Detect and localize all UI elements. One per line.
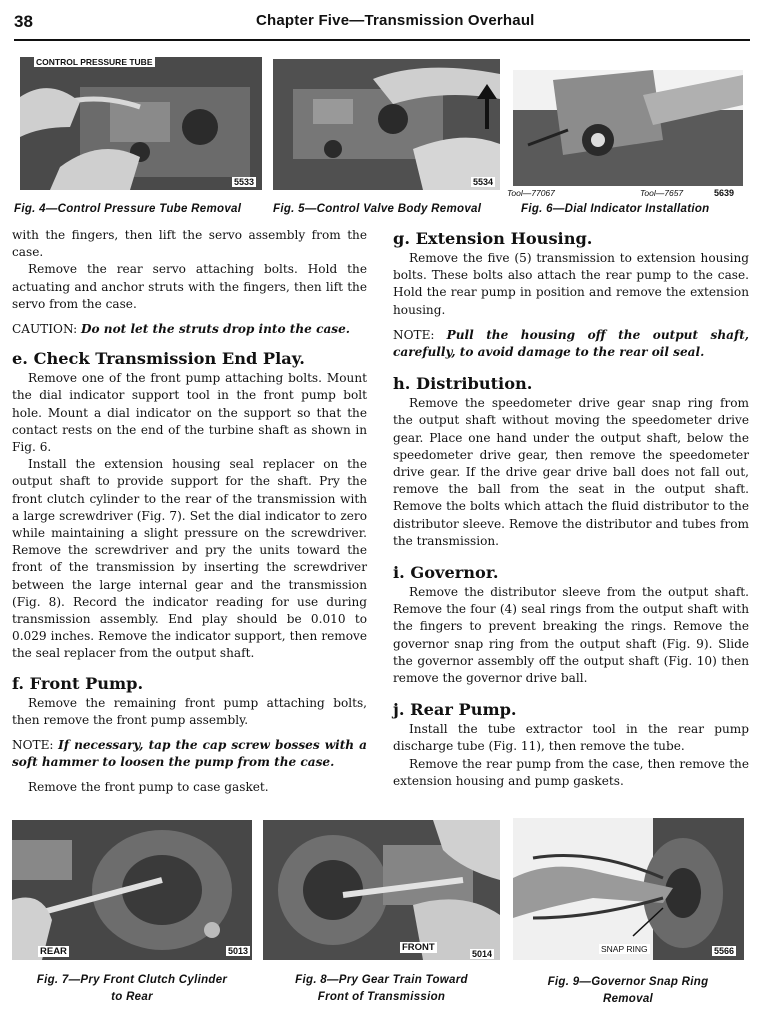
section-e-title: e. Check Transmission End Play.	[12, 349, 305, 369]
fig9-label: SNAP RING	[601, 944, 648, 954]
fig8-label: FRONT	[402, 942, 435, 953]
section-e-paragraph-1: Remove one of the front pump attaching bolts. Mount the dial indicator support tool in the front pump bolt hole. Mount a dial indicator on the support so that the contact rests on the end of the turbine shaft as shown in Fig. 6.	[12, 371, 367, 455]
section-j-title: j. Rear Pump.	[393, 700, 517, 720]
fig4-photo	[20, 57, 262, 190]
section-g-paragraph-1: Remove the five (5) transmission to extension housing bolts. These bolts also attach the rear pump to the case. Hold the rear pump in position and remove the extension housing.	[393, 251, 749, 317]
fig8-caption-line1: Fig. 8—Pry Gear Train Toward	[295, 974, 468, 986]
fig4-callout-label: CONTROL PRESSURE TUBE	[36, 57, 153, 67]
fig9-caption-line2: Removal	[602, 993, 654, 1005]
rear-servo-paragraph: Remove the rear servo attaching bolts. Hold the actuating and anchor struts with the fingers, then lift the servo from the case.	[12, 262, 367, 311]
section-f-paragraph-2: Remove the front pump to case gasket.	[28, 780, 269, 795]
caution-text: Do not let the struts drop into the case.	[81, 322, 350, 337]
fig9-caption	[508, 974, 748, 1008]
left-column	[12, 227, 367, 797]
section-f-title: f. Front Pump.	[12, 673, 144, 693]
fig7-label: REAR	[40, 946, 67, 957]
section-f-paragraph-1: Remove the remaining front pump attaching bolts, then remove the front pump assembly.	[12, 695, 367, 727]
fig7-photo	[12, 820, 252, 960]
section-h-paragraph-1: Remove the speedometer drive gear snap ring from the output shaft without moving the speedometer drive gear. Place one hand under the output shaft, below the speedometer drive gear, then remove the speedometer drive gear. If the drive gear drive ball does not fall out, remove the ball from the seat in the output shaft. Remove the bolts which attach the fluid distributor to the distributor sleeve. Remove the distributor and tubes from the transmission.	[393, 396, 749, 548]
fig4-photo-number: 5533	[234, 177, 255, 187]
fig8-caption-line2: Front of Transmission	[317, 991, 446, 1003]
section-i-paragraph-1: Remove the distributor sleeve from the output shaft. Remove the four (4) seal rings from the output shaft with the fingers to prevent breaking the rings. Remove the governor snap ring from the output shaft (Fig. 9). Slide the governor assembly off the output shaft (Fig. 10) then remove the governor drive ball.	[393, 585, 749, 686]
fig8-photo-number: 5014	[472, 949, 493, 959]
fig8-caption	[263, 972, 500, 1006]
fig7-caption-line1: Fig. 7—Pry Front Clutch Cylinder	[36, 974, 228, 986]
note-label: NOTE:	[12, 738, 54, 753]
caution-label: CAUTION:	[12, 322, 78, 337]
header-rule	[14, 39, 750, 41]
fig6-tool-b: Tool—7657	[640, 188, 684, 198]
fig9-photo	[513, 818, 744, 960]
page-number: 38	[14, 12, 33, 31]
note-pump	[12, 737, 367, 771]
fig7-caption	[12, 972, 252, 1006]
fig7-caption-line2: to Rear	[111, 991, 153, 1003]
right-column	[393, 228, 749, 790]
fig7-photo-number: 5013	[228, 946, 249, 956]
fig6-photo-number: 5639	[714, 188, 735, 198]
servo-continued-paragraph: with the fingers, then lift the servo assembly from the case.	[12, 228, 367, 260]
fig6-caption: Fig. 6—Dial Indicator Installation	[521, 203, 710, 215]
section-j-paragraph-2: Remove the rear pump from the case, then remove the extension housing and pump gaskets.	[393, 756, 749, 788]
section-h-title: h. Distribution.	[393, 374, 533, 394]
section-e-paragraph-2: Install the extension housing seal replacer on the output shaft to provide support for the shaft. Pry the front clutch cylinder to the rear of the transmission with a large screwdriver (Fig. 7). Set the dial indicator to zero while maintaining a slight pressure on the screwdriver. Remove the screwdriver and pry the units toward the front of the transmission by inserting the screwdriver between the large internal gear and the transmission (Fig. 8). Record the indicator reading for use during transmission assembly. End play should be 0.010 to 0.029 inches. Remove the indicator support, then remove the seal replacer from the output shaft.	[12, 457, 367, 661]
note-text: If necessary, tap the cap screw bosses with a soft hammer to loosen the pump from the case.	[12, 738, 367, 770]
fig5-caption: Fig. 5—Control Valve Body Removal	[273, 203, 482, 215]
fig6-photo	[513, 70, 743, 186]
note-housing	[393, 327, 749, 361]
chapter-title: Chapter Five—Transmission Overhaul	[256, 12, 535, 29]
section-j-paragraph-1: Install the tube extractor tool in the rear pump discharge tube (Fig. 11), then remove the tube.	[393, 722, 749, 754]
note-label: NOTE:	[393, 327, 435, 342]
section-i-title: i. Governor.	[393, 563, 499, 583]
fig9-photo-number: 5566	[714, 946, 735, 956]
fig5-photo-number: 5534	[473, 177, 494, 187]
fig6-tool-a: Tool—77067	[507, 188, 555, 198]
fig8-photo	[263, 820, 500, 960]
fig9-caption-line1: Fig. 9—Governor Snap Ring	[547, 976, 709, 988]
fig5-photo	[273, 59, 500, 190]
note-text: Pull the housing off the output shaft, carefully, to avoid damage to the rear oil seal.	[393, 327, 749, 360]
caution-note	[12, 321, 367, 338]
fig4-caption: Fig. 4—Control Pressure Tube Removal	[14, 203, 242, 215]
section-g-title: g. Extension Housing.	[393, 229, 593, 248]
